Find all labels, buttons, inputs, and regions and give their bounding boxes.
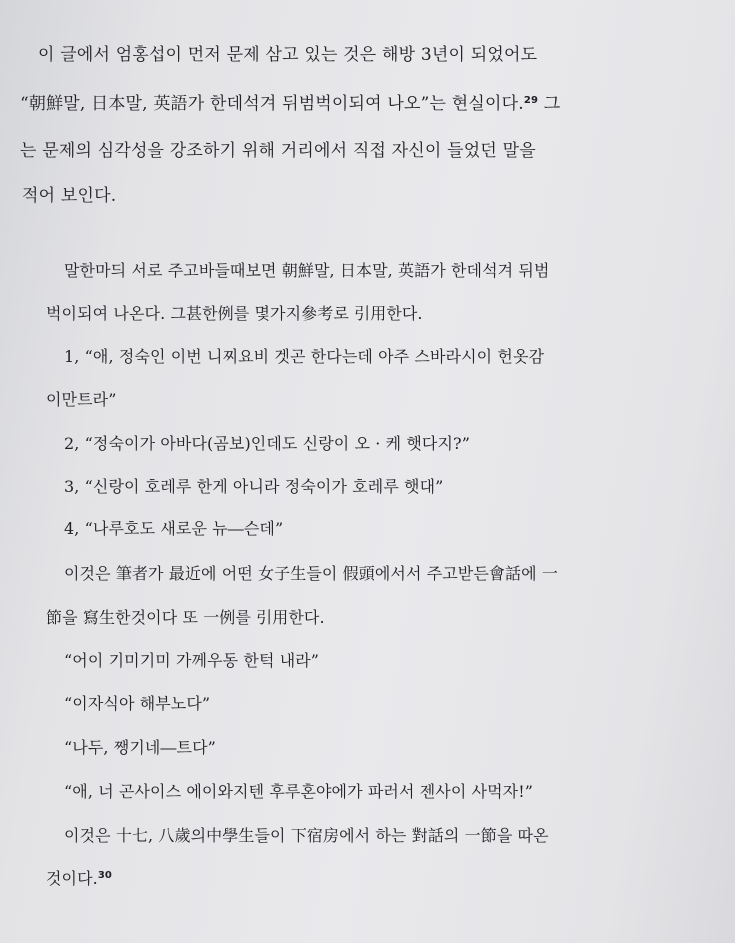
quote-line: 2, “정숙이가 아바다(곰보)인데도 신랑이 오 · 케 햇다지?” [64,434,470,453]
text-line: 는 문제의 심각성을 강조하기 위해 거리에서 직접 자신이 들었던 말을 [20,141,536,161]
quote-line: 이만트라” [46,390,117,409]
quote-line: 1, “애, 정숙인 이번 니찌요비 겟곤 한다는데 아주 스바라시이 헌옷감 [64,347,545,366]
text-line-tail: 그 [538,94,561,114]
quote-line: 節을 寫生한것이다 또 一例를 引用한다. [46,608,325,627]
quote-line: “어이 기미기미 가께우동 한턱 내라” [64,651,320,670]
quote-line: 3, “신랑이 호레루 한게 아니라 정숙이가 호레루 햇대” [64,477,444,496]
quote-line: 이것은 筆者가 最近에 어떤 女子生들이 假頭에서서 주고받든會話에 一 [64,564,558,583]
footnote-marker: 30 [97,870,112,881]
footnote-marker: 29 [523,95,539,106]
quote-line: 이것은 十七, 八歲의中學生들이 下宿房에서 하는 對話의 一節을 따온 [64,826,549,845]
quote-line-main: 것이다. [46,869,98,888]
quote-line: 벅이되여 나온다. 그甚한例를 몇가지參考로 引用한다. [46,304,423,323]
quote-line: “애, 너 곤사이스 에이와지텐 후루혼야에가 파러서 젠사이 사먹자!” [64,782,534,801]
text-line-main: “朝鮮말, 日本말, 英語가 한데석겨 뒤범벅이되여 나오”는 현실이다. [20,94,524,114]
quote-line: 말한마듸 서로 주고바들때보면 朝鮮말, 日本말, 英語가 한데석겨 뒤범 [64,261,550,280]
quote-line: 4, “나루호도 새로운 뉴―슨데” [64,519,284,538]
quote-line [46,866,112,889]
quote-line: “나두, 쨍기네―트다” [64,738,216,757]
quote-line: “이자식아 해부노다” [64,694,211,713]
text-line: 이 글에서 엄홍섭이 먼저 문제 삼고 있는 것은 해방 3년이 되었어도 [38,45,538,65]
text-line [20,89,560,114]
text-line: 적어 보인다. [22,186,117,206]
